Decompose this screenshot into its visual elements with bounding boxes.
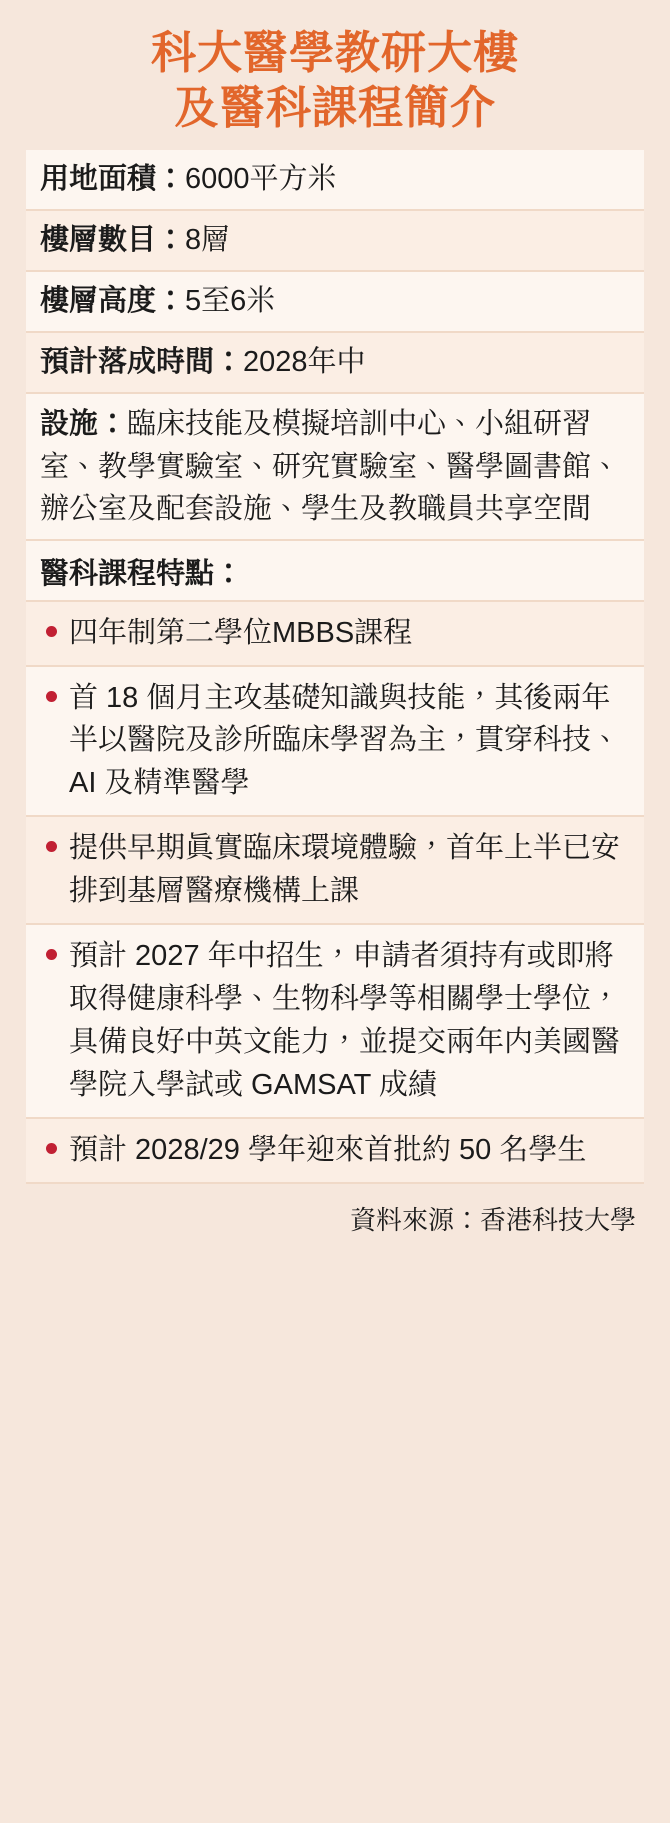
spec-label-site-area: 用地面積： [40, 162, 186, 195]
section-heading-course-features: 醫科課程特點： [26, 541, 644, 602]
bullet-dot-icon [46, 626, 57, 637]
spec-row-site-area [26, 150, 644, 211]
list-item [26, 602, 644, 667]
spec-value-floor-height: 5至6米 [185, 285, 276, 318]
feature-text-3: 提供早期眞實臨床環境體驗，首年上半已安排到基層醫療機構上課 [69, 832, 621, 908]
spec-label-facilities: 設施： [40, 408, 128, 441]
bullet-dot-icon [46, 691, 57, 702]
spec-label-floor-count: 樓層數目： [40, 223, 186, 256]
spec-row-facilities [26, 394, 644, 540]
list-item [26, 925, 644, 1119]
spec-value-floor-count: 8層 [185, 223, 231, 256]
title-line-2: 及醫科課程簡介 [173, 81, 496, 133]
source-note: 資料來源：香港科技大學 [349, 1204, 636, 1235]
page-title [26, 18, 644, 150]
spec-label-completion: 預計落成時間： [40, 346, 244, 379]
feature-text-1: 四年制第二學位MBBS課程 [69, 616, 413, 649]
list-item [26, 667, 644, 818]
spec-value-site-area: 6000平方米 [185, 162, 337, 195]
feature-text-4: 預計 2027 年中招生，申請者須持有或即將取得健康科學、生物科學等相關學士學位，具備良好中英文能力，並提交兩年内美國醫學院入學試或 GAMSAT 成績 [69, 940, 621, 1101]
spec-label-floor-height: 樓層高度： [40, 285, 186, 318]
feature-text-5: 預計 2028/29 學年迎來首批約 50 名學生 [69, 1133, 587, 1166]
spec-row-completion [26, 333, 644, 394]
spec-row-floor-height [26, 272, 644, 333]
list-item [26, 1119, 644, 1184]
bullet-dot-icon [46, 841, 57, 852]
bullet-dot-icon [46, 949, 57, 960]
spec-list [26, 150, 644, 1184]
bullet-dot-icon [46, 1143, 57, 1154]
spec-row-floor-count [26, 211, 644, 272]
title-line-1: 科大醫學教研大樓 [150, 27, 519, 78]
list-item [26, 817, 644, 925]
spec-value-facilities: 臨床技能及模擬培訓中心、小組研習室、教學實驗室、研究實驗室、醫學圖書館、辦公室及配套設施、學生及教職員共享空間 [40, 408, 621, 525]
feature-text-2: 首 18 個月主攻基礎知識與技能，其後兩年半以醫院及診所臨床學習為主，貫穿科技、AI 及精準醫學 [69, 681, 621, 800]
spec-value-completion: 2028年中 [243, 346, 366, 379]
